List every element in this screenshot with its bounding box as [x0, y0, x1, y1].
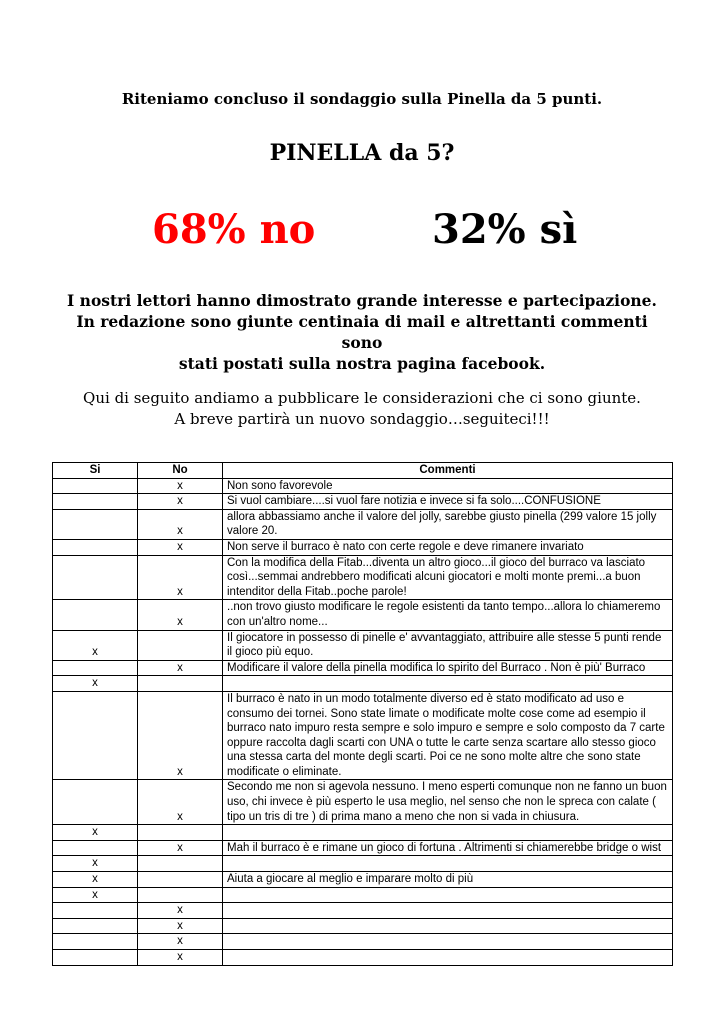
interest-line: In redazione sono giunte centinaia di mail e altrettanti commenti sono — [76, 312, 648, 352]
table-row — [53, 918, 673, 934]
cell-no — [138, 676, 223, 692]
cell-comment: Modificare il valore della pinella modifica lo spirito del Burraco . Non è più' Burraco — [223, 660, 673, 676]
cell-no: x — [138, 539, 223, 555]
cell-comment — [223, 856, 673, 872]
cell-comment: Il burraco è nato in un modo totalmente diverso ed è stato modificato ad uso e consumo dei tornei. Sono state limate o modificate molte cose come ad esempio il burraco nato impuro resta sempre e solo impuro e sempre e solo composto da 7 carte oppure raccolta dagli scarti con UNA o tutte le carte senza scartare allo stesso gioco una stessa carta del monte degli scarti. Poi ce ne sono molte altre che sono state modificate o eliminate. — [223, 691, 673, 780]
cell-comment: Si vuol cambiare....si vuol fare notizia e invece si fa solo....CONFUSIONE — [223, 494, 673, 510]
cell-si: x — [53, 676, 138, 692]
table-row — [53, 872, 673, 888]
cell-si: x — [53, 630, 138, 660]
cell-no — [138, 630, 223, 660]
question-title: PINELLA da 5? — [269, 140, 455, 166]
table-row — [53, 630, 673, 660]
cell-comment — [223, 934, 673, 950]
table-row — [53, 676, 673, 692]
table-row — [53, 934, 673, 950]
cell-si: x — [53, 856, 138, 872]
cell-si — [53, 691, 138, 780]
cell-no: x — [138, 780, 223, 825]
table-row — [53, 950, 673, 966]
cell-no: x — [138, 903, 223, 919]
cell-no: x — [138, 950, 223, 966]
cell-comment — [223, 918, 673, 934]
cell-si: x — [53, 887, 138, 903]
cell-comment: Mah il burraco è e rimane un gioco di fortuna . Altrimenti si chiamerebbe bridge o wist — [223, 840, 673, 856]
cell-no: x — [138, 934, 223, 950]
cell-comment — [223, 887, 673, 903]
result-no: 68% no — [152, 206, 316, 253]
cell-no: x — [138, 600, 223, 630]
interest-line: stati postati sulla nostra pagina facebook. — [178, 354, 546, 373]
follow-paragraph — [60, 388, 664, 430]
cell-comment — [223, 825, 673, 841]
cell-no: x — [138, 555, 223, 600]
cell-si — [53, 494, 138, 510]
cell-comment: allora abbassiamo anche il valore del jolly, sarebbe giusto pinella (299 valore 15 jolly valore 20. — [223, 509, 673, 539]
cell-no — [138, 856, 223, 872]
table-row — [53, 494, 673, 510]
cell-comment — [223, 676, 673, 692]
comments-table — [52, 462, 673, 966]
cell-no — [138, 825, 223, 841]
table-row — [53, 825, 673, 841]
cell-si — [53, 950, 138, 966]
cell-si — [53, 509, 138, 539]
header-commenti: Commenti — [223, 463, 673, 479]
table-row — [53, 840, 673, 856]
cell-comment: Non sono favorevole — [223, 478, 673, 494]
cell-no: x — [138, 478, 223, 494]
cell-si — [53, 555, 138, 600]
table-row — [53, 691, 673, 780]
intro-text: Riteniamo concluso il sondaggio sulla Pinella da 5 punti. — [121, 90, 603, 108]
cell-comment: Aiuta a giocare al meglio e imparare molto di più — [223, 872, 673, 888]
table-row — [53, 856, 673, 872]
cell-si: x — [53, 825, 138, 841]
cell-no: x — [138, 494, 223, 510]
header-no: No — [138, 463, 223, 479]
cell-comment: ..non trovo giusto modificare le regole esistenti da tanto tempo...allora lo chiameremo con un'altro nome... — [223, 600, 673, 630]
cell-si — [53, 478, 138, 494]
cell-comment: Il giocatore in possesso di pinelle e' avvantaggiato, attribuire alle stesse 5 punti rende il gioco più equo. — [223, 630, 673, 660]
cell-no: x — [138, 691, 223, 780]
cell-no — [138, 887, 223, 903]
cell-comment: Non serve il burraco è nato con certe regole e deve rimanere invariato — [223, 539, 673, 555]
cell-no: x — [138, 660, 223, 676]
cell-si — [53, 780, 138, 825]
table-row — [53, 509, 673, 539]
table-row — [53, 555, 673, 600]
interest-line: I nostri lettori hanno dimostrato grande interesse e partecipazione. — [67, 291, 657, 310]
follow-line: Qui di seguito andiamo a pubblicare le considerazioni che ci sono giunte. — [83, 389, 641, 407]
cell-no — [138, 872, 223, 888]
cell-si: x — [53, 872, 138, 888]
cell-no: x — [138, 509, 223, 539]
table-row — [53, 780, 673, 825]
cell-si — [53, 600, 138, 630]
cell-si — [53, 934, 138, 950]
cell-comment — [223, 903, 673, 919]
table-row — [53, 660, 673, 676]
header-si: Si — [53, 463, 138, 479]
cell-comment: Con la modifica della Fitab...diventa un altro gioco...il gioco del burraco va lasciato così...semmai andrebbero modificati alcuni giocatori e molti monte premi...a buon intenditor della Fitab..poche parole! — [223, 555, 673, 600]
cell-comment: Secondo me non si agevola nessuno. I meno esperti comunque non ne fanno un buon uso, chi invece è più esperto le usa meglio, nel senso che non le spreca con calate ( tipo un tris di tre ) di prima mano a meno che non si vada in chiusura. — [223, 780, 673, 825]
cell-si — [53, 539, 138, 555]
cell-comment — [223, 950, 673, 966]
cell-no: x — [138, 840, 223, 856]
table-row — [53, 478, 673, 494]
follow-line: A breve partirà un nuovo sondaggio…seguiteci!!! — [174, 410, 550, 428]
table-row — [53, 600, 673, 630]
table-row — [53, 903, 673, 919]
table-header-row — [53, 463, 673, 479]
table-row — [53, 539, 673, 555]
cell-si — [53, 918, 138, 934]
cell-no: x — [138, 918, 223, 934]
table-row — [53, 887, 673, 903]
cell-si — [53, 660, 138, 676]
interest-paragraph — [60, 290, 664, 374]
result-si: 32% sì — [432, 206, 578, 253]
cell-si — [53, 903, 138, 919]
cell-si — [53, 840, 138, 856]
